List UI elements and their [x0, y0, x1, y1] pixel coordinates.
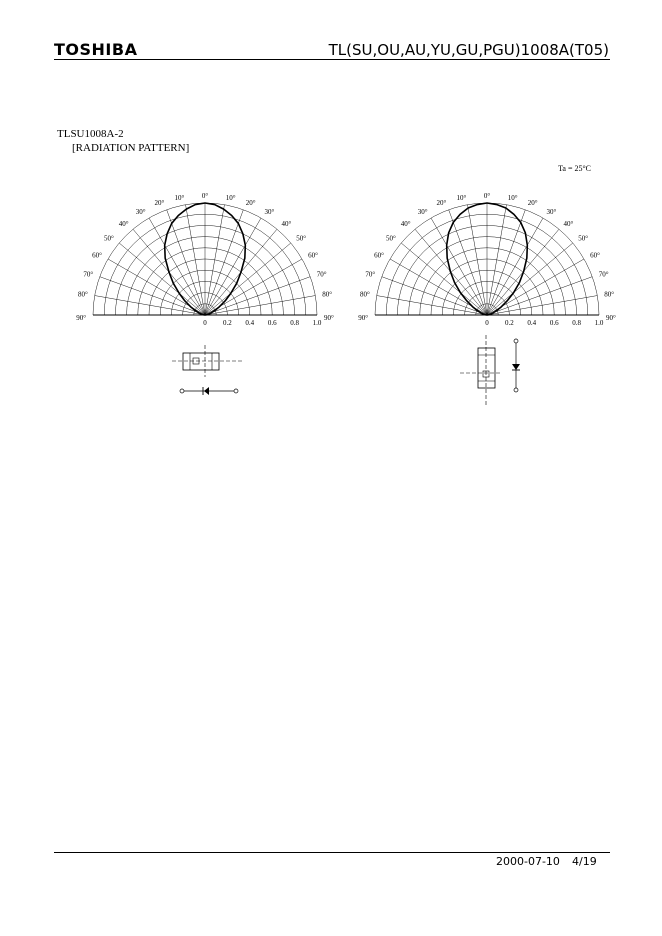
- angle-label-left-30: 30°: [135, 207, 146, 216]
- radial-tick-label-5: 1.0: [312, 319, 322, 327]
- radial-tick-label-3: 0.6: [549, 319, 559, 327]
- angle-label-right-50: 50°: [578, 234, 589, 243]
- radial-tick-label-4: 0.8: [572, 319, 581, 327]
- angle-label-right-70: 70°: [316, 270, 327, 279]
- radial-tick-label-5: 1.0: [594, 319, 604, 327]
- angle-label-right-60: 60°: [590, 251, 600, 260]
- angle-label-left-50: 50°: [385, 234, 396, 243]
- angle-label-right-10: 10°: [225, 193, 236, 202]
- angle-label-right-80: 80°: [322, 290, 333, 299]
- angle-label-right-40: 40°: [563, 219, 574, 228]
- footer-date: 2000-07-10: [496, 855, 560, 868]
- angle-label-left-40: 40°: [400, 219, 411, 228]
- radial-tick-label-3: 0.6: [267, 319, 277, 327]
- footer-rule: [54, 852, 610, 853]
- document-title: TL(SU,OU,AU,YU,GU,PGU)1008A(T05): [328, 41, 609, 59]
- ambient-condition: Ta = 25°C: [558, 164, 591, 173]
- radial-tick-label-4: 0.8: [290, 319, 299, 327]
- angle-label-left-40: 40°: [118, 219, 129, 228]
- angle-label-left-20: 20°: [436, 199, 447, 208]
- angle-label-left-10: 10°: [174, 193, 185, 202]
- angle-label-right-80: 80°: [604, 290, 615, 299]
- angle-label-left-80: 80°: [359, 290, 370, 299]
- part-number: TLSU1008A-2: [57, 128, 124, 140]
- angle-label-right-0: 0°: [201, 192, 209, 200]
- angle-label-right-20: 20°: [527, 199, 538, 208]
- angle-label-left-20: 20°: [154, 199, 165, 208]
- angle-label-right-30: 30°: [264, 207, 275, 216]
- angle-label-right-90: 90°: [606, 314, 616, 322]
- radiation-pattern-chart-left: [76, 192, 334, 330]
- angle-label-left-90: 90°: [76, 314, 86, 322]
- angle-label-right-40: 40°: [281, 219, 292, 228]
- angle-label-left-60: 60°: [374, 251, 384, 260]
- section-title: [RADIATION PATTERN]: [72, 142, 190, 154]
- angle-label-right-70: 70°: [598, 270, 609, 279]
- angle-label-left-80: 80°: [77, 290, 88, 299]
- header-rule: [54, 59, 610, 60]
- radial-tick-label-0: 0: [203, 319, 207, 327]
- angle-label-left-10: 10°: [456, 193, 467, 202]
- angle-label-left-90: 90°: [358, 314, 368, 322]
- angle-label-right-20: 20°: [245, 199, 256, 208]
- angle-label-left-70: 70°: [365, 270, 376, 279]
- angle-label-left-50: 50°: [103, 234, 114, 243]
- angle-label-left-70: 70°: [83, 270, 94, 279]
- angle-label-right-30: 30°: [546, 207, 557, 216]
- angle-label-left-30: 30°: [417, 207, 428, 216]
- package-diagram-horizontal: [172, 345, 244, 400]
- radial-tick-label-2: 0.4: [245, 319, 255, 327]
- angle-label-right-60: 60°: [308, 251, 318, 260]
- radial-tick-label-1: 0.2: [505, 319, 514, 327]
- angle-label-right-0: 0°: [483, 192, 491, 200]
- angle-label-right-90: 90°: [324, 314, 334, 322]
- radiation-pattern-chart-right: [358, 192, 616, 330]
- radial-tick-label-1: 0.2: [223, 319, 232, 327]
- angle-label-left-60: 60°: [92, 251, 102, 260]
- brand-logo: TOSHIBA: [54, 40, 138, 59]
- package-diagram-vertical: [460, 333, 530, 405]
- radial-tick-label-2: 0.4: [527, 319, 537, 327]
- angle-label-right-10: 10°: [507, 193, 518, 202]
- angle-label-right-50: 50°: [296, 234, 307, 243]
- footer-page-number: 4/19: [572, 855, 597, 868]
- radial-tick-label-0: 0: [485, 319, 489, 327]
